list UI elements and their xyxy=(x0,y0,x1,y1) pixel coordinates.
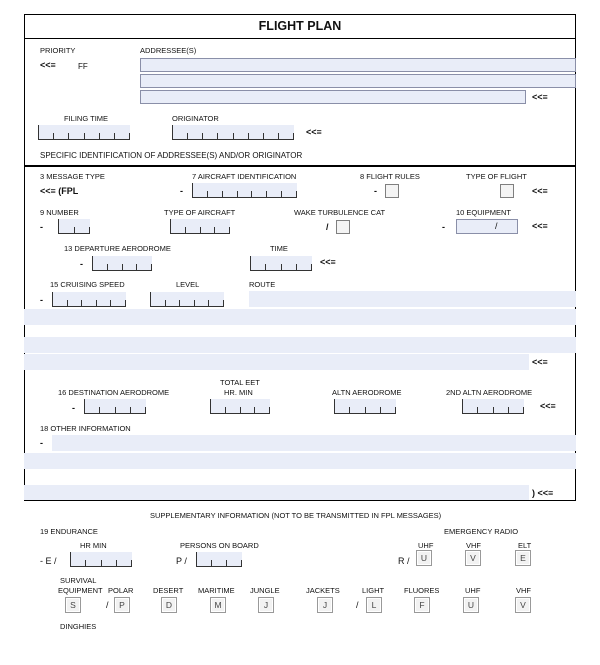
cruising-speed-field[interactable] xyxy=(52,292,126,307)
endurance-hr-min-label: HR MIN xyxy=(80,541,107,550)
route-field-4[interactable] xyxy=(24,354,529,370)
endurance-field[interactable] xyxy=(70,552,132,567)
wake-turbulence-label: WAKE TURBULENCE CAT xyxy=(294,208,386,217)
survival-s-box[interactable]: S xyxy=(65,597,81,613)
other-info-end: ) <<≡ xyxy=(532,488,554,498)
page-title: FLIGHT PLAN xyxy=(258,19,342,33)
survival-maritime-head: MARITIME xyxy=(198,586,235,595)
other-info-dash: - xyxy=(40,438,43,448)
jackets-vhf-head: VHF xyxy=(516,586,531,595)
type-of-flight-box[interactable] xyxy=(500,184,514,198)
aircraft-id-dash: - xyxy=(180,186,183,196)
level-label: LEVEL xyxy=(176,280,200,289)
supplementary-heading: SUPPLEMENTARY INFORMATION (NOT TO BE TRANSMITTED IN FPL MESSAGES) xyxy=(150,511,442,520)
priority-value: FF xyxy=(78,62,88,71)
destination-dash: - xyxy=(72,403,75,413)
persons-label: PERSONS ON BOARD xyxy=(180,541,259,550)
equipment-slash: / xyxy=(495,221,498,231)
title-divider xyxy=(24,38,576,39)
other-info-field-1[interactable] xyxy=(52,435,576,451)
departure-end: <<≡ xyxy=(320,257,336,267)
addressee-field-3[interactable] xyxy=(140,90,526,104)
radio-uhf-box[interactable]: U xyxy=(416,550,432,566)
addressee-end: <<≡ xyxy=(532,92,548,102)
altn2-field[interactable] xyxy=(462,399,524,414)
jackets-j-box[interactable]: J xyxy=(317,597,333,613)
jackets-label: JACKETS xyxy=(306,586,340,595)
departure-time-label: TIME xyxy=(270,244,288,253)
route-end: <<≡ xyxy=(532,357,548,367)
type-of-flight-label: TYPE OF FLIGHT xyxy=(466,172,527,181)
departure-dash: - xyxy=(80,259,83,269)
survival-desert-head: DESERT xyxy=(153,586,184,595)
departure-field[interactable] xyxy=(92,256,152,271)
aircraft-id-field[interactable] xyxy=(192,183,297,198)
radio-uhf-head: UHF xyxy=(418,541,434,550)
type-of-flight-end: <<≡ xyxy=(532,186,548,196)
other-info-field-2[interactable] xyxy=(24,453,576,469)
survival-jungle-box[interactable]: J xyxy=(258,597,274,613)
originator-label: ORIGINATOR xyxy=(172,114,219,123)
wake-turbulence-box[interactable] xyxy=(336,220,350,234)
number-field[interactable] xyxy=(58,219,90,234)
total-eet-hr-min-label: HR. MIN xyxy=(224,388,253,397)
addressee-label: ADDRESSEE(S) xyxy=(140,46,197,55)
route-field-2[interactable] xyxy=(24,309,576,325)
filing-time-label: FILING TIME xyxy=(64,114,109,123)
originator-field[interactable] xyxy=(172,125,294,140)
departure-time-field[interactable] xyxy=(250,256,312,271)
radio-vhf-head: VHF xyxy=(466,541,481,550)
persons-prefix: P / xyxy=(176,556,187,566)
emergency-radio-label: EMERGENCY RADIO xyxy=(444,527,519,536)
cruising-speed-dash: - xyxy=(40,295,43,305)
frame-bottom xyxy=(24,500,576,501)
jackets-fluores-head: FLUORES xyxy=(404,586,440,595)
departure-label: 13 DEPARTURE AERODROME xyxy=(64,244,171,253)
endurance-prefix: - E / xyxy=(40,556,57,566)
other-info-field-3[interactable] xyxy=(24,485,529,500)
flight-rules-box[interactable] xyxy=(385,184,399,198)
section-divider xyxy=(24,165,576,167)
addressee-field-2[interactable] xyxy=(140,74,576,88)
jackets-light-box[interactable]: L xyxy=(366,597,382,613)
message-type-label: 3 MESSAGE TYPE xyxy=(40,172,105,181)
specific-id-label: SPECIFIC IDENTIFICATION OF ADDRESSEE(S) AND/OR ORIGINATOR xyxy=(40,151,303,160)
survival-label-2: EQUIPMENT xyxy=(58,586,103,595)
aircraft-type-field[interactable] xyxy=(170,219,230,234)
frame-top xyxy=(24,14,576,15)
equipment-field[interactable] xyxy=(456,219,518,234)
jackets-vhf-box[interactable]: V xyxy=(515,597,531,613)
priority-label: PRIORITY xyxy=(40,46,76,55)
aircraft-type-label: TYPE OF AIRCRAFT xyxy=(164,208,236,217)
dinghies-label: DINGHIES xyxy=(60,622,97,631)
equipment-label: 10 EQUIPMENT xyxy=(456,208,512,217)
persons-field[interactable] xyxy=(196,552,242,567)
wake-slash: / xyxy=(326,222,329,232)
priority-prefix: <<≡ xyxy=(40,60,56,70)
radio-elt-box[interactable]: E xyxy=(515,550,531,566)
destination-end: <<≡ xyxy=(540,401,556,411)
equipment-dash: - xyxy=(442,222,445,232)
route-label: ROUTE xyxy=(249,280,276,289)
cruising-speed-label: 15 CRUISING SPEED xyxy=(50,280,125,289)
other-info-label: 18 OTHER INFORMATION xyxy=(40,424,131,433)
survival-label-1: SURVIVAL xyxy=(60,576,97,585)
aircraft-id-label: 7 AIRCRAFT IDENTIFICATION xyxy=(192,172,297,181)
survival-maritime-box[interactable]: M xyxy=(210,597,226,613)
flight-rules-dash: - xyxy=(374,186,377,196)
radio-prefix: R / xyxy=(398,556,410,566)
originator-end: <<≡ xyxy=(306,127,322,137)
survival-slash: / xyxy=(106,600,109,610)
survival-polar-head: POLAR xyxy=(108,586,134,595)
altn2-label: 2ND ALTN AERODROME xyxy=(446,388,533,397)
number-label: 9 NUMBER xyxy=(40,208,79,217)
jackets-uhf-head: UHF xyxy=(465,586,481,595)
survival-polar-box[interactable]: P xyxy=(114,597,130,613)
total-eet-field[interactable] xyxy=(210,399,270,414)
jackets-uhf-box[interactable]: U xyxy=(463,597,479,613)
frame-left xyxy=(24,14,25,501)
level-field[interactable] xyxy=(150,292,224,307)
equipment-end: <<≡ xyxy=(532,221,548,231)
jackets-fluores-box[interactable]: F xyxy=(414,597,430,613)
flight-rules-label: 8 FLIGHT RULES xyxy=(360,172,420,181)
altn-field[interactable] xyxy=(334,399,396,414)
destination-label: 16 DESTINATION AERODROME xyxy=(58,388,170,397)
altn-label: ALTN AERODROME xyxy=(332,388,402,397)
number-dash: - xyxy=(40,222,43,232)
jackets-light-head: LIGHT xyxy=(362,586,385,595)
total-eet-label: TOTAL EET xyxy=(220,378,260,387)
route-field-3[interactable] xyxy=(24,337,576,353)
filing-time-field[interactable] xyxy=(38,125,130,140)
survival-jungle-head: JUNGLE xyxy=(250,586,280,595)
jackets-slash: / xyxy=(356,600,359,610)
destination-field[interactable] xyxy=(84,399,146,414)
radio-vhf-box[interactable]: V xyxy=(465,550,481,566)
survival-desert-box[interactable]: D xyxy=(161,597,177,613)
radio-elt-head: ELT xyxy=(518,541,532,550)
message-type-prefix: <<≡ (FPL xyxy=(40,186,79,196)
route-field-1[interactable] xyxy=(249,291,576,307)
addressee-field-1[interactable] xyxy=(140,58,576,72)
endurance-label: 19 ENDURANCE xyxy=(40,527,98,536)
